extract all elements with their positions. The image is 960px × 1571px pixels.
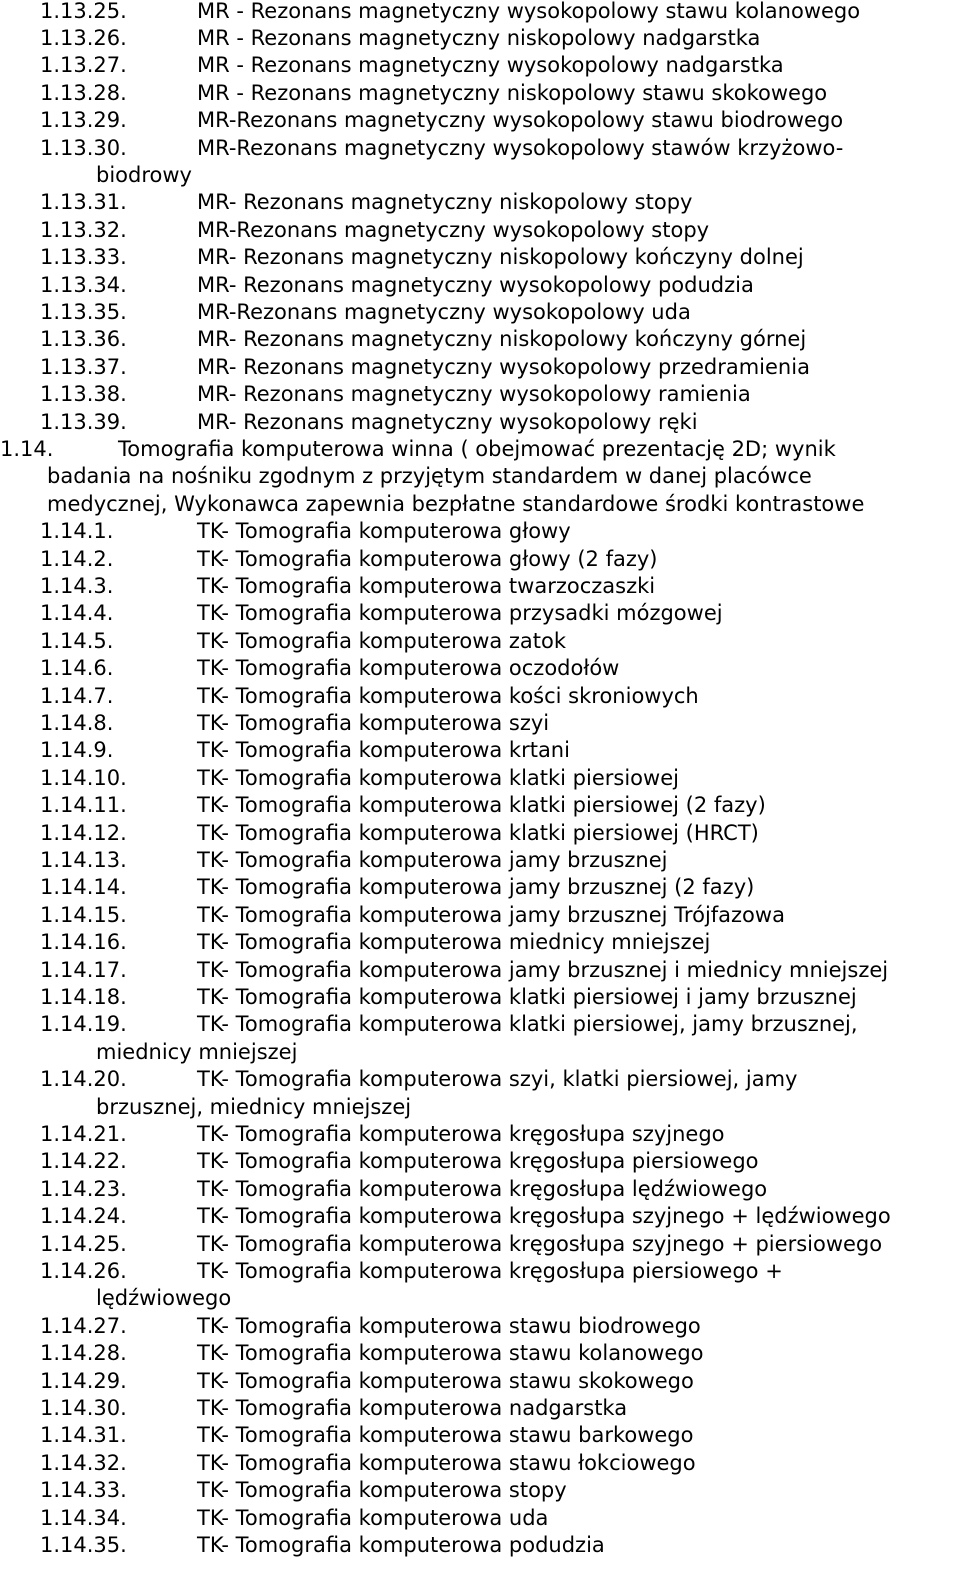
- item-text: TK- Tomografia komputerowa klatki piersiowej (HRCT): [197, 820, 759, 845]
- item-text: TK- Tomografia komputerowa kręgosłupa piersiowego +: [197, 1258, 783, 1283]
- item-text-continuation: miednicy mniejszej: [96, 1039, 298, 1064]
- item-number: 1.14.30.: [40, 1395, 127, 1420]
- item-number: 1.13.33.: [40, 245, 127, 270]
- item-number: 1.13.36.: [40, 327, 127, 352]
- item-number: 1.13.25.: [40, 0, 127, 23]
- item-text: TK- Tomografia komputerowa stopy: [197, 1478, 567, 1503]
- item-number: 1.14.6.: [40, 656, 114, 681]
- item-text: TK- Tomografia komputerowa stawu biodrowego: [197, 1313, 701, 1338]
- item-number: 1.13.37.: [40, 354, 127, 379]
- item-number: 1.14.20.: [40, 1067, 127, 1092]
- item-text-continuation: medycznej, Wykonawca zapewnia bezpłatne standardowe środki kontrastowe: [47, 491, 865, 516]
- item-text: TK- Tomografia komputerowa jamy brzusznej: [197, 847, 668, 872]
- item-number: 1.14.32.: [40, 1450, 127, 1475]
- item-text: Tomografia komputerowa winna ( obejmować prezentację 2D; wynik: [118, 436, 836, 461]
- item-text-continuation: badania na nośniku zgodnym z przyjętym standardem w danej placówce: [47, 464, 812, 489]
- item-text: TK- Tomografia komputerowa stawu kolanowego: [197, 1341, 704, 1366]
- item-number: 1.14.16.: [40, 930, 127, 955]
- item-number: 1.14.11.: [40, 793, 127, 818]
- item-text: TK- Tomografia komputerowa krtani: [197, 738, 570, 763]
- item-number: 1.14.29.: [40, 1368, 127, 1393]
- item-number: 1.14.27.: [40, 1313, 127, 1338]
- item-text-continuation: lędźwiowego: [96, 1286, 232, 1311]
- item-text: TK- Tomografia komputerowa przysadki mózgowej: [197, 601, 723, 626]
- item-number: 1.14.25.: [40, 1231, 127, 1256]
- item-text: TK- Tomografia komputerowa głowy (2 fazy): [197, 546, 658, 571]
- item-text: MR- Rezonans magnetyczny niskopolowy stopy: [197, 190, 693, 215]
- item-number: 1.14.33.: [40, 1478, 127, 1503]
- item-number: 1.14.7.: [40, 683, 114, 708]
- item-number: 1.14.10.: [40, 765, 127, 790]
- item-text: MR-Rezonans magnetyczny wysokopolowy stawu biodrowego: [197, 108, 844, 133]
- item-number: 1.13.28.: [40, 80, 127, 105]
- item-number: 1.13.31.: [40, 190, 127, 215]
- item-text: MR-Rezonans magnetyczny wysokopolowy uda: [197, 299, 691, 324]
- item-text: TK- Tomografia komputerowa stawu skokowego: [197, 1368, 694, 1393]
- item-number: 1.13.26.: [40, 25, 127, 50]
- item-number: 1.13.38.: [40, 382, 127, 407]
- item-text-continuation: biodrowy: [96, 162, 192, 187]
- item-text: TK- Tomografia komputerowa kręgosłupa piersiowego: [197, 1149, 759, 1174]
- item-number: 1.14.14.: [40, 875, 127, 900]
- item-text: MR-Rezonans magnetyczny wysokopolowy stawów krzyżowo-: [197, 135, 844, 160]
- item-text: TK- Tomografia komputerowa głowy: [197, 519, 571, 544]
- item-number: 1.14.8.: [40, 710, 114, 735]
- item-text: TK- Tomografia komputerowa klatki piersiowej: [197, 765, 679, 790]
- item-text: TK- Tomografia komputerowa szyi: [197, 710, 550, 735]
- item-text: TK- Tomografia komputerowa zatok: [197, 628, 567, 653]
- item-text: MR - Rezonans magnetyczny wysokopolowy nadgarstka: [197, 53, 784, 78]
- item-number: 1.13.29.: [40, 108, 127, 133]
- item-text: MR- Rezonans magnetyczny wysokopolowy ręki: [197, 409, 698, 434]
- item-number: 1.14.15.: [40, 902, 127, 927]
- item-text: TK- Tomografia komputerowa miednicy mniejszej: [197, 930, 711, 955]
- item-number: 1.14.: [0, 436, 54, 461]
- item-text: MR - Rezonans magnetyczny niskopolowy stawu skokowego: [197, 80, 828, 105]
- item-number: 1.13.27.: [40, 53, 127, 78]
- item-text: TK- Tomografia komputerowa klatki piersiowej i jamy brzusznej: [197, 984, 857, 1009]
- item-text: TK- Tomografia komputerowa kręgosłupa szyjnego + piersiowego: [197, 1231, 883, 1256]
- item-number: 1.13.34.: [40, 272, 127, 297]
- item-number: 1.14.23.: [40, 1176, 127, 1201]
- item-number: 1.14.2.: [40, 546, 114, 571]
- item-text: MR- Rezonans magnetyczny wysokopolowy podudzia: [197, 272, 754, 297]
- item-number: 1.14.26.: [40, 1258, 127, 1283]
- item-text: TK- Tomografia komputerowa twarzoczaszki: [197, 573, 656, 598]
- item-text: TK- Tomografia komputerowa jamy brzusznej i miednicy mniejszej: [197, 957, 889, 982]
- item-text: TK- Tomografia komputerowa uda: [197, 1505, 549, 1530]
- item-number: 1.14.12.: [40, 820, 127, 845]
- item-text: MR- Rezonans magnetyczny wysokopolowy przedramienia: [197, 354, 810, 379]
- item-text: TK- Tomografia komputerowa stawu łokciowego: [197, 1450, 696, 1475]
- item-text: TK- Tomografia komputerowa jamy brzusznej Trójfazowa: [197, 902, 785, 927]
- item-text: MR - Rezonans magnetyczny niskopolowy nadgarstka: [197, 25, 761, 50]
- item-text: TK- Tomografia komputerowa szyi, klatki piersiowej, jamy: [197, 1067, 798, 1092]
- item-number: 1.14.21.: [40, 1121, 127, 1146]
- item-number: 1.14.1.: [40, 519, 114, 544]
- item-number: 1.14.24.: [40, 1204, 127, 1229]
- item-number: 1.13.30.: [40, 135, 127, 160]
- item-number: 1.13.35.: [40, 299, 127, 324]
- item-text: TK- Tomografia komputerowa klatki piersiowej (2 fazy): [197, 793, 766, 818]
- item-text: MR - Rezonans magnetyczny wysokopolowy stawu kolanowego: [197, 0, 861, 23]
- item-text-continuation: brzusznej, miednicy mniejszej: [96, 1094, 412, 1119]
- item-text: MR- Rezonans magnetyczny wysokopolowy ramienia: [197, 382, 751, 407]
- item-text: TK- Tomografia komputerowa nadgarstka: [197, 1395, 628, 1420]
- item-text: TK- Tomografia komputerowa stawu barkowego: [197, 1423, 694, 1448]
- item-text: MR- Rezonans magnetyczny niskopolowy kończyny górnej: [197, 327, 807, 352]
- item-number: 1.14.28.: [40, 1341, 127, 1366]
- item-text: TK- Tomografia komputerowa kręgosłupa szyjnego + lędźwiowego: [197, 1204, 891, 1229]
- item-number: 1.14.13.: [40, 847, 127, 872]
- item-number: 1.14.4.: [40, 601, 114, 626]
- item-number: 1.14.9.: [40, 738, 114, 763]
- item-number: 1.14.5.: [40, 628, 114, 653]
- item-text: MR- Rezonans magnetyczny niskopolowy kończyny dolnej: [197, 245, 804, 270]
- item-text: TK- Tomografia komputerowa jamy brzusznej (2 fazy): [197, 875, 755, 900]
- item-number: 1.14.22.: [40, 1149, 127, 1174]
- item-number: 1.14.31.: [40, 1423, 127, 1448]
- item-text: MR-Rezonans magnetyczny wysokopolowy stopy: [197, 217, 710, 242]
- item-number: 1.14.17.: [40, 957, 127, 982]
- item-text: TK- Tomografia komputerowa kręgosłupa szyjnego: [197, 1121, 725, 1146]
- item-number: 1.14.18.: [40, 984, 127, 1009]
- item-number: 1.14.35.: [40, 1532, 127, 1557]
- item-number: 1.14.34.: [40, 1505, 127, 1530]
- item-text: TK- Tomografia komputerowa kręgosłupa lędźwiowego: [197, 1176, 768, 1201]
- item-text: TK- Tomografia komputerowa podudzia: [197, 1532, 605, 1557]
- item-text: TK- Tomografia komputerowa klatki piersiowej, jamy brzusznej,: [197, 1012, 858, 1037]
- item-number: 1.13.39.: [40, 409, 127, 434]
- item-text: TK- Tomografia komputerowa kości skroniowych: [197, 683, 699, 708]
- item-number: 1.14.3.: [40, 573, 114, 598]
- item-number: 1.13.32.: [40, 217, 127, 242]
- item-text: TK- Tomografia komputerowa oczodołów: [197, 656, 620, 681]
- item-number: 1.14.19.: [40, 1012, 127, 1037]
